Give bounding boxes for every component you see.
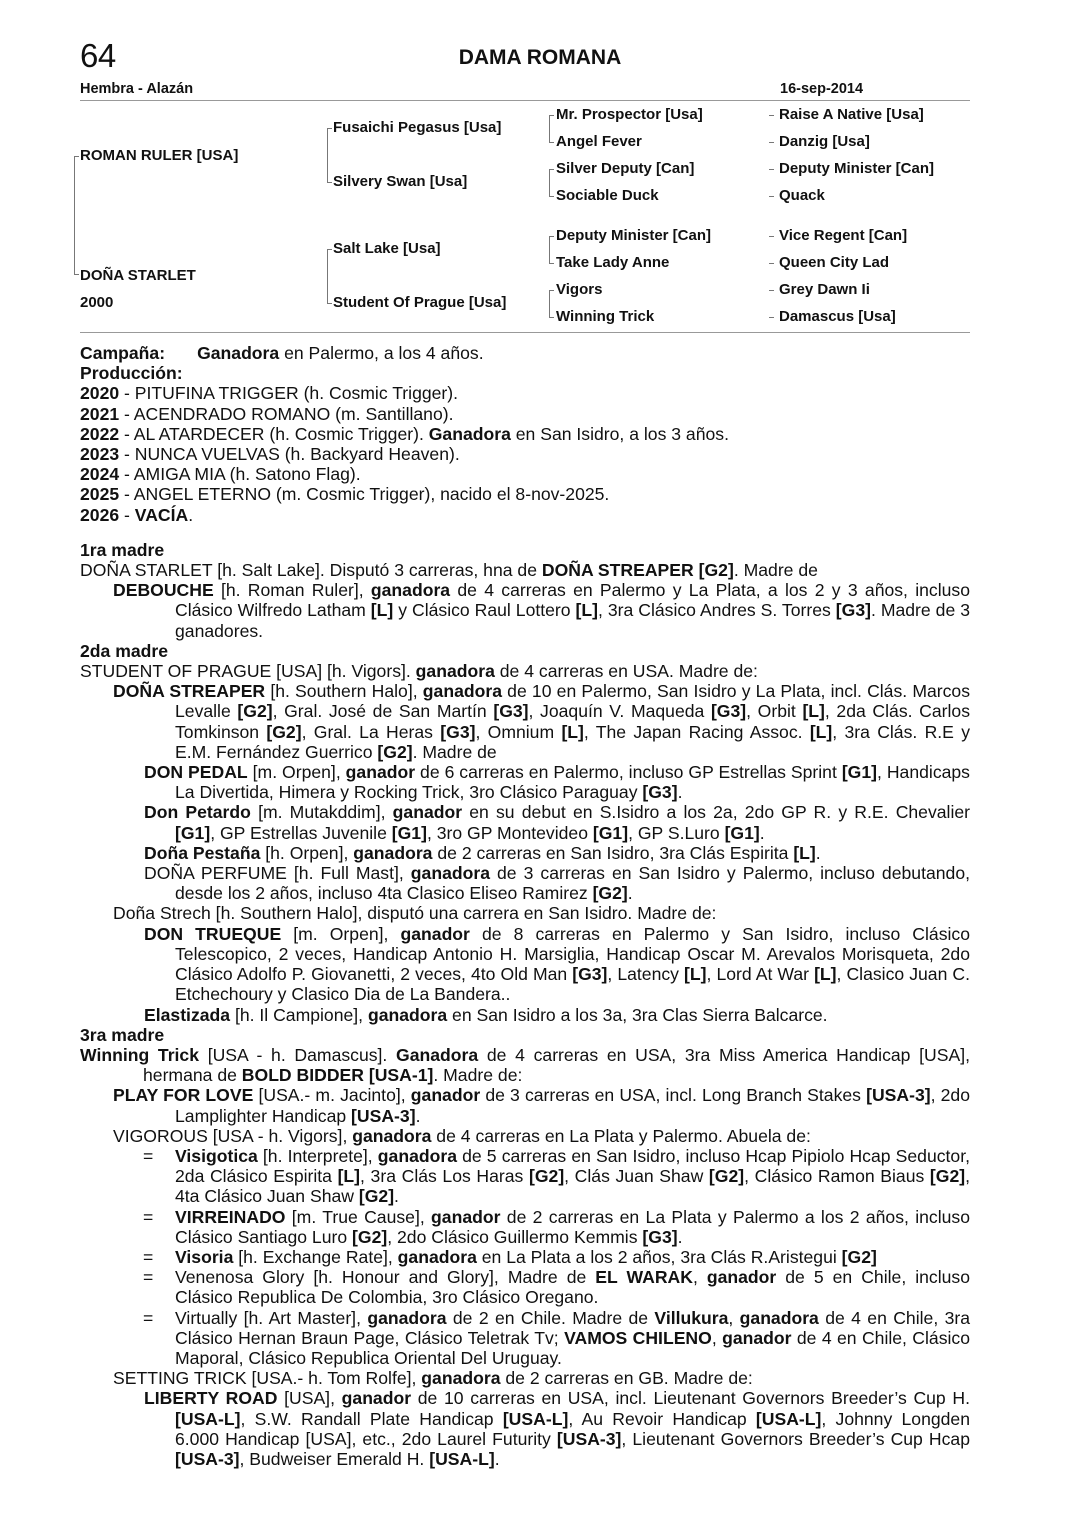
descendant-bullet-item: = Virtually [h. Art Master], ganadora de 2 en Chile. Madre de Villukura, ganadora de 4 en Chile, 3ra Clásico Hernan Braun Page, Clásico Teletrak Tv; VAMOS CHILENO, ganador de 4 en Chile, Clásico Maporal, Clásico Republica Oriental Del Uruguay. — [143, 1307, 970, 1368]
pedigree-gen2: Salt Lake [Usa] — [333, 240, 441, 257]
campaign-label: Campaña: — [80, 343, 166, 363]
campaign-text: en Palermo, a los 4 años. — [279, 343, 484, 363]
descendant-bullet-item: = Venenosa Glory [h. Honour and Glory], Madre de EL WARAK, ganador de 5 en Chile, incluso Clásico Republica De Colombia, 3ro Clásico Oregano. — [143, 1267, 970, 1308]
production-year: 2026 — [80, 504, 120, 525]
pedigree-tick — [549, 142, 554, 143]
pedigree-gen3: Vigors — [556, 281, 603, 298]
pedigree-tick — [769, 236, 774, 237]
production-item: 2021 - ACENDRADO ROMANO (m. Santillano). — [80, 403, 454, 424]
production-year: 2023 — [80, 444, 120, 465]
record-body — [80, 343, 970, 1469]
family-entry: Elastizada [h. Il Campione], ganadora en San Isidro a los 3a, 3ra Clas Sierra Balcarce. — [144, 1004, 828, 1025]
family-entry: Doña Strech [h. Southern Halo], disputó una carrera en San Isidro. Madre de: — [113, 903, 717, 924]
family-entry: PLAY FOR LOVE [USA.- m. Jacinto], ganador de 3 carreras en USA, incl. Long Branch Stakes [USA-3], 2do Lamplighter Handicap [USA-3]. — [113, 1085, 970, 1126]
pedigree-bracket — [327, 128, 328, 182]
pedigree-bracket — [549, 236, 550, 263]
pedigree-tick — [549, 169, 554, 170]
pedigree-tick — [549, 115, 554, 116]
production-year: 2022 — [80, 423, 120, 444]
pedigree-tick — [549, 196, 554, 197]
production-item: 2023 - NUNCA VUELVAS (h. Backyard Heaven). — [80, 444, 460, 465]
section-gap — [80, 525, 970, 540]
production-year: 2020 — [80, 383, 120, 404]
pedigree-gen3: Deputy Minister [Can] — [556, 227, 712, 244]
pedigree-tick — [327, 249, 332, 250]
bullet-marker: = — [143, 1267, 154, 1288]
pedigree-tick — [549, 317, 554, 318]
pedigree-tick — [769, 196, 774, 197]
family-entry: DEBOUCHE [h. Roman Ruler], ganadora de 4 carreras en Palermo y La Plata, a los 2 y 3 años, incluso Clásico Wilfredo Latham [L] y Clásico Raul Lottero [L], 3ra Clásico Andres S. Torres [G3]. Madre de 3 ganadores. — [113, 580, 970, 641]
pedigree-gen4: Grey Dawn Ii — [779, 281, 870, 298]
pedigree-gen4: Deputy Minister [Can] — [779, 160, 935, 177]
pedigree-tick — [74, 156, 79, 157]
dam-section-heading: 2da madre — [80, 640, 169, 661]
dam-year: 2000 — [80, 294, 114, 311]
production-label: Producción: — [80, 363, 183, 384]
production-year: 2025 — [80, 484, 120, 505]
pedigree-tick — [549, 236, 554, 237]
family-entry: SETTING TRICK [USA.- h. Tom Rolfe], ganadora de 2 carreras en GB. Madre de: — [113, 1368, 753, 1389]
pedigree-tick — [327, 182, 332, 183]
family-entry: Don Petardo [m. Mutakddim], ganador en su debut en S.Isidro a los 2a, 2do GP R. y R.E. Chevalier [G1], GP Estrellas Juvenile [G1], 3ro GP Montevideo [G1], GP S.Luro [G1]. — [144, 802, 971, 843]
family-entry: VIGOROUS [USA - h. Vigors], ganadora de 4 carreras en La Plata y Palermo. Abuela de: — [113, 1125, 811, 1146]
header-divider — [80, 100, 970, 101]
pedigree-tick — [769, 290, 774, 291]
pedigree-gen4: Damascus [Usa] — [779, 308, 896, 325]
page-number: 64 — [80, 37, 116, 74]
family-entry: DOÑA STREAPER [h. Southern Halo], ganadora de 10 en Palermo, San Isidro y La Plata, incl. Clás. Marcos Levalle [G2], Gral. José de San Martín [G3], Joaquín V. Maqueda [G3], Orbit [L], 2da Clás. Carlos Tomkinson [G2], Gral. La Heras [G3], Omnium [L], The Japan Racing Assoc. [L], 3ra Clás. R.E y E.M. Fernández Guerrico [G2]. Madre de — [113, 681, 971, 762]
production-item: 2026 - VACÍA. — [80, 504, 194, 525]
pedigree-gen2: Silvery Swan [Usa] — [333, 173, 468, 190]
production-year: 2021 — [80, 403, 120, 424]
pedigree-gen4: Raise A Native [Usa] — [779, 106, 924, 123]
production-list — [80, 383, 970, 524]
family-entry: DON PEDAL [m. Orpen], ganador de 6 carreras en Palermo, incluso GP Estrellas Sprint [G1], Handicaps La Divertida, Himera y Rocking Trick, 3ro Clásico Paraguay [G3]. — [144, 762, 970, 803]
pedigree-tick — [74, 274, 79, 275]
production-item: 2024 - AMIGA MIA (h. Satono Flag). — [80, 464, 361, 485]
pedigree-divider — [80, 332, 970, 333]
bullet-marker: = — [143, 1145, 154, 1166]
family-entry: STUDENT OF PRAGUE [USA] [h. Vigors]. ganadora de 4 carreras en USA. Madre de: — [80, 661, 758, 682]
bullet-marker: = — [143, 1246, 154, 1267]
pedigree-gen3: Take Lady Anne — [556, 254, 670, 271]
dam-section-heading: 3ra madre — [80, 1024, 165, 1045]
pedigree-bracket — [549, 169, 550, 196]
pedigree-bracket — [74, 156, 75, 274]
dam-name: DOÑA STARLET — [80, 267, 196, 284]
sex-color: Hembra - Alazán — [80, 81, 194, 97]
campaign-line — [80, 343, 970, 363]
family-entry: DOÑA STARLET [h. Salt Lake]. Disputó 3 carreras, hna de DOÑA STREAPER [G2]. Madre de — [80, 560, 818, 581]
pedigree-tick — [769, 142, 774, 143]
family-entry: DOÑA PERFUME [h. Full Mast], ganadora de 3 carreras en San Isidro y Palermo, incluso debutando, desde los 2 años, incluso 4ta Clasico Eliseo Ramirez [G2]. — [144, 863, 970, 904]
pedigree-gen4: Queen City Lad — [779, 254, 890, 271]
family-history — [80, 540, 970, 1469]
descendant-bullet-item: = VIRREINADO [m. True Cause], ganador de 2 carreras en La Plata y Palermo a los 2 años, incluso Clásico Santiago Luro [G2], 2do Clásico Guillermo Kemmis [G3]. — [143, 1206, 970, 1247]
pedigree-gen4: Vice Regent [Can] — [779, 227, 908, 244]
production-item: 2020 - PITUFINA TRIGGER (h. Cosmic Trigger). — [80, 383, 459, 404]
pedigree-tick — [769, 317, 774, 318]
pedigree-bracket — [327, 249, 328, 303]
horse-name: DAMA ROMANA — [458, 46, 622, 69]
birth-date: 16-sep-2014 — [780, 81, 864, 97]
family-entry: LIBERTY ROAD [USA], ganador de 10 carreras en USA, incl. Lieutenant Governors Breeder’s Cup H. [USA-L], S.W. Randall Plate Handicap [USA-L], Au Revoir Handicap [USA-L], Johnny Longden 6.000 Handicap [USA], etc., 2do Laurel Futurity [USA-3], Lieutenant Governors Breeder’s Cup Hcap [USA-3], Budweiser Emerald H. [USA-L]. — [144, 1388, 970, 1469]
family-entry: DON TRUEQUE [m. Orpen], ganador de 8 carreras en Palermo y San Isidro, incluso Clásico Telescopico, 2 veces, Handicap Antonio H. Marsiglia, Handicap Oscar M. Arevalos Morisqueta, 2do Clásico Adolfo P. Giovanetti, 2 veces, 4to Old Man [G3], Latency [L], Lord At War [L], Clasico Juan C. Etchechoury y Clasico Dia de La Bandera.. — [144, 923, 971, 1005]
pedigree-bracket — [549, 290, 550, 317]
descendant-bullet-item: = Visigotica [h. Interprete], ganadora de 5 carreras en San Isidro, incluso Hcap Pipiolo Hcap Seductor, 2da Clásico Espirita [L], 3ra Clás Los Haras [G2], Clás Juan Shaw [G2], Clásico Ramon Biaus [G2], 4ta Clásico Juan Shaw [G2]. — [143, 1145, 970, 1207]
pedigree-tick — [327, 303, 332, 304]
sire-name: ROMAN RULER [USA] — [80, 147, 239, 164]
dam-section-heading: 1ra madre — [80, 539, 165, 560]
pedigree-gen3: Winning Trick — [556, 308, 655, 325]
pedigree-tick — [549, 263, 554, 264]
pedigree-gen2: Student Of Prague [Usa] — [333, 294, 507, 311]
bullet-marker: = — [143, 1307, 154, 1328]
pedigree-bracket — [549, 115, 550, 142]
pedigree-gen4: Quack — [779, 187, 825, 204]
production-year: 2024 — [80, 464, 120, 485]
campaign-result: Ganadora — [197, 343, 280, 363]
pedigree-tick — [769, 169, 774, 170]
pedigree-tick — [769, 115, 774, 116]
production-item: 2022 - AL ATARDECER (h. Cosmic Trigger). Ganadora en San Isidro, a los 3 años. — [80, 423, 729, 444]
descendant-bullet-item: = Visoria [h. Exchange Rate], ganadora en La Plata a los 2 años, 3ra Clás R.Aristegui [G2] — [143, 1246, 877, 1267]
production-item: 2025 - ANGEL ETERNO (m. Cosmic Trigger), nacido el 8-nov-2025. — [80, 484, 610, 505]
pedigree-gen3: Mr. Prospector [Usa] — [556, 106, 703, 123]
pedigree-tick — [769, 263, 774, 264]
pedigree-tick — [327, 128, 332, 129]
bullet-marker: = — [143, 1206, 154, 1227]
pedigree-tick — [549, 290, 554, 291]
pedigree-gen3: Angel Fever — [556, 133, 642, 150]
pedigree-gen3: Silver Deputy [Can] — [556, 160, 695, 177]
family-entry: Doña Pestaña [h. Orpen], ganadora de 2 carreras en San Isidro, 3ra Clás Espirita [L]. — [144, 842, 821, 863]
pedigree-gen2: Fusaichi Pegasus [Usa] — [333, 119, 502, 136]
pedigree-gen4: Danzig [Usa] — [779, 133, 870, 150]
family-entry: Winning Trick [USA - h. Damascus]. Ganadora de 4 carreras en USA, 3ra Miss America Handicap [USA], hermana de BOLD BIDDER [USA-1]. Madre de: — [80, 1044, 970, 1086]
pedigree-gen3: Sociable Duck — [556, 187, 659, 204]
